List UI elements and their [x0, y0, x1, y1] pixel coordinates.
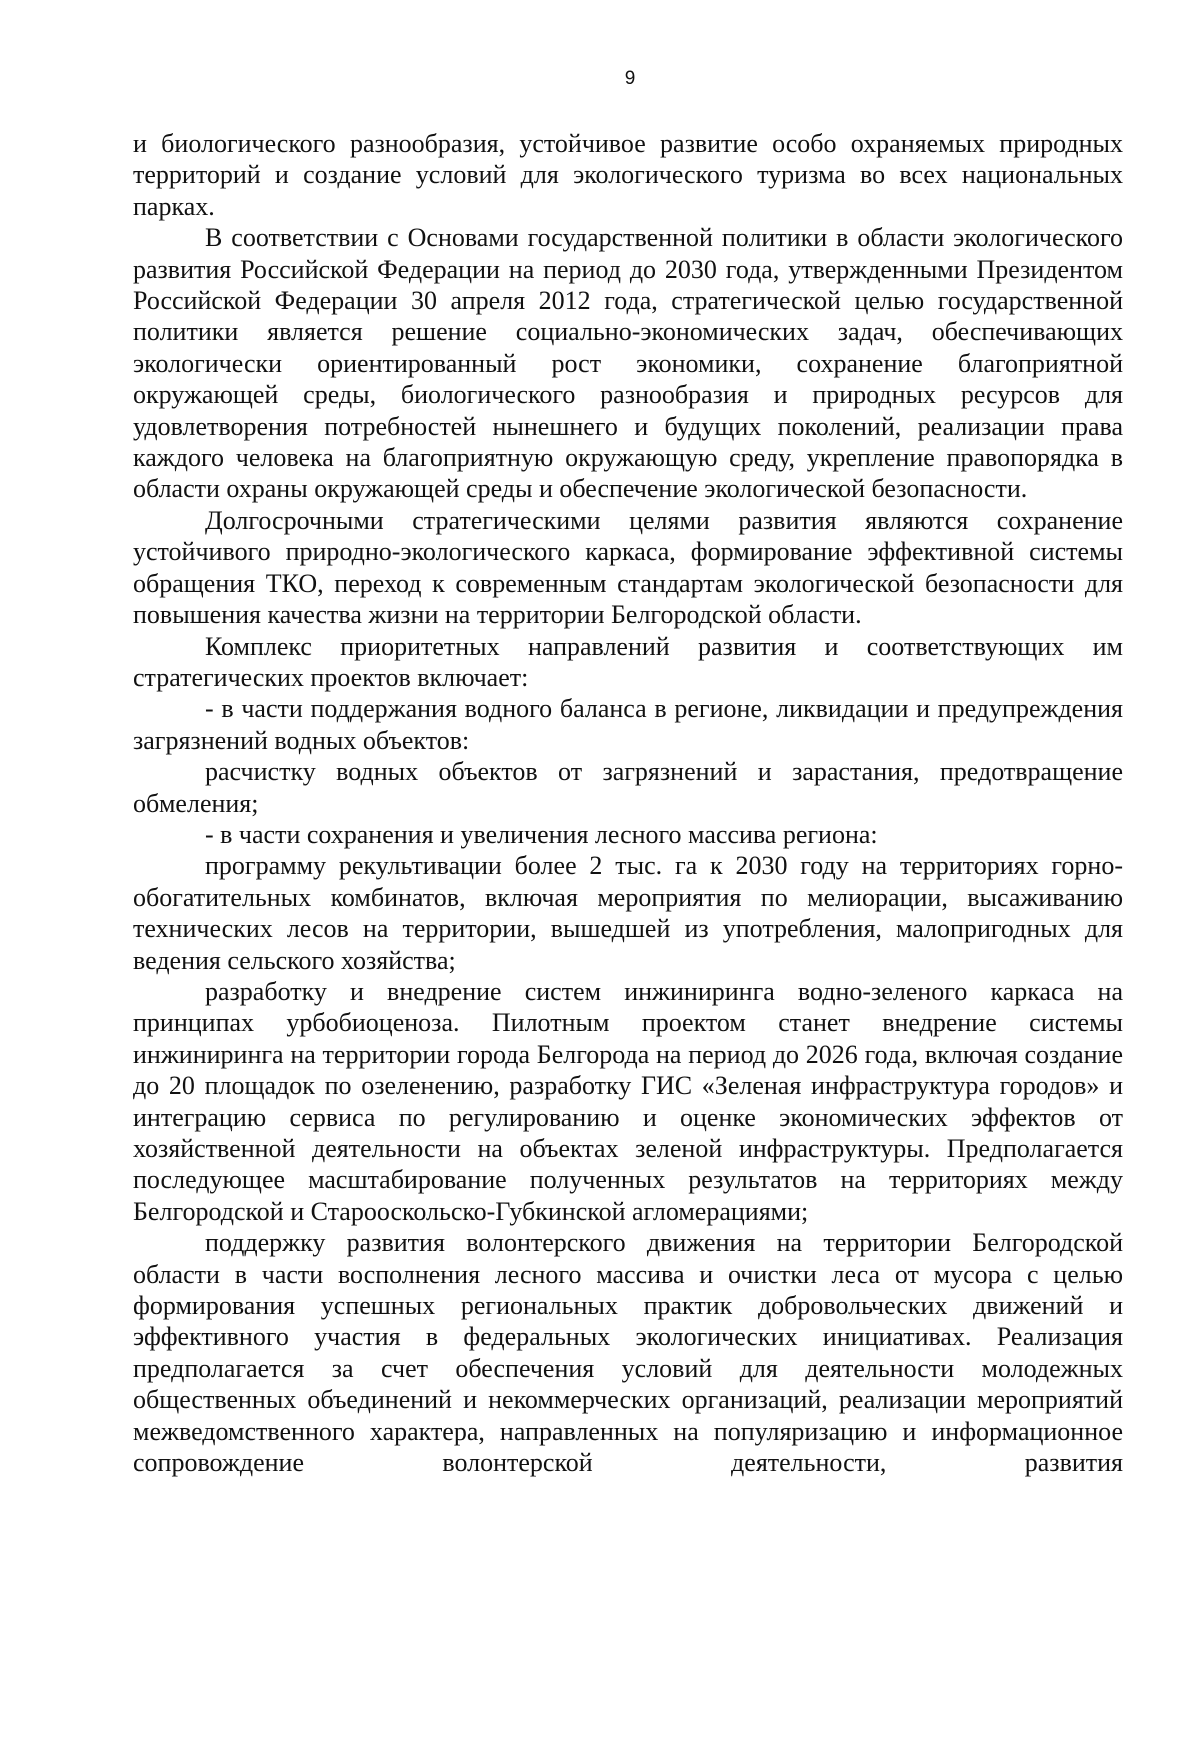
- paragraph-long-term-goals: Долгосрочными стратегическими целями развития являются сохранение устойчивого природно-экологического каркаса, формирование эффективной системы обращения ТКО, переход к современным стандартам экологической безопасности для повышения качества жизни на территории Белгородской области.: [133, 505, 1123, 630]
- paragraph-continuation: и биологического разнообразия, устойчивое развитие особо охраняемых природных территорий и создание условий для экологического туризма во всех национальных парках.: [133, 129, 1123, 221]
- paragraph-recultivation: программу рекультивации более 2 тыс. га к 2030 году на территориях горно-обогатительных комбинатов, включая мероприятия по мелиорации, высаживанию технических лесов на территории, вышедшей из употребления, малопригодных для ведения сельского хозяйства;: [133, 851, 1123, 975]
- paragraph-volunteer: поддержку развития волонтерского движения на территории Белгородской области в части восполнения лесного массива и очистки леса от мусора с целью формирования успешных региональных практик добровольческих движений и эффективного участия в федеральных экологических инициативах. Реализация предполагается за счет обеспечения условий для деятельности молодежных общественных объединений и некоммерческих организаций, реализации мероприятий межведомственного характера, направленных на популяризацию и информационное сопровождение волонтерской деятельности, развития: [133, 1228, 1123, 1478]
- document-body: [133, 128, 1123, 1478]
- paragraph-state-policy: В соответствии с Основами государственной политики в области экологического развития Российской Федерации на период до 2030 года, утвержденными Президентом Российской Федерации 30 апреля 2012 года, стратегической целью государственной политики является решение социально-экономических задач, обеспечивающих экологически ориентированный рост экономики, сохранение благоприятной окружающей среды, биологического разнообразия и природных ресурсов для удовлетворения потребностей нынешнего и будущих поколений, реализации права каждого человека на благоприятную окружающую среду, укрепление правопорядка в области охраны окружающей среды и обеспечение экологической безопасности.: [133, 223, 1123, 504]
- paragraph-green-frame: разработку и внедрение систем инжиниринга водно-зеленого каркаса на принципах урбобиоценоза. Пилотным проектом станет внедрение системы инжиниринга на территории города Белгорода на период до 2026 года, включая создание до 20 площадок по озеленению, разработку ГИС «Зеленая инфраструктура городов» и интеграцию сервиса по регулированию и оценке экономических эффектов от хозяйственной деятельности на объектах зеленой инфраструктуры. Предполагается последующее масштабирование полученных результатов на территориях между Белгородской и Старооскольско-Губкинской агломерациями;: [133, 976, 1123, 1226]
- page-number: 9: [624, 68, 636, 89]
- paragraph-water-balance: - в части поддержания водного баланса в регионе, ликвидации и предупреждения загрязнений водных объектов:: [133, 694, 1123, 755]
- paragraph-water-cleaning: расчистку водных объектов от загрязнений и зарастания, предотвращение обмеления;: [133, 757, 1123, 818]
- paragraph-forest-heading: - в части сохранения и увеличения лесного массива региона:: [205, 819, 878, 849]
- paragraph-priority-directions: Комплекс приоритетных направлений развития и соответствующих им стратегических проектов включает:: [133, 631, 1123, 692]
